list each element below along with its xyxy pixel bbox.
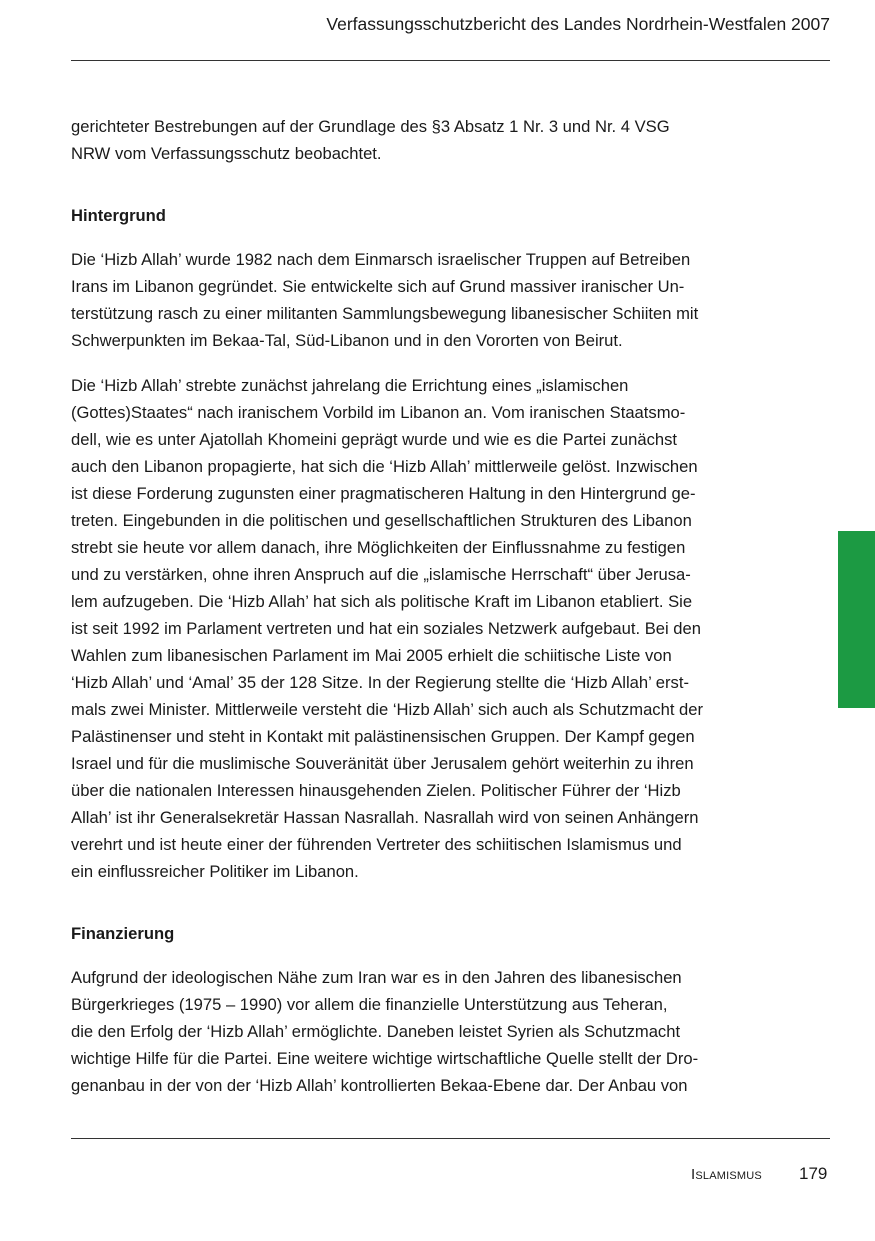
text-line: Die ‘Hizb Allah’ strebte zunächst jahrelang die Errichtung eines „islamischen bbox=[71, 376, 629, 395]
text-line: Die ‘Hizb Allah’ wurde 1982 nach dem Einmarsch israelischer Truppen auf Betreiben bbox=[71, 250, 691, 269]
text-line: dell, wie es unter Ajatollah Khomeini geprägt wurde und wie es die Partei zunächst bbox=[71, 430, 678, 449]
text-line: NRW vom Verfassungsschutz beobachtet. bbox=[71, 144, 382, 163]
page-content bbox=[71, 113, 791, 1099]
text-line: ist diese Forderung zugunsten einer pragmatischeren Haltung in den Hintergrund ge- bbox=[71, 484, 696, 503]
text-line: Irans im Libanon gegründet. Sie entwickelte sich auf Grund massiver iranischer Un- bbox=[71, 277, 685, 296]
text-line: Wahlen zum libanesischen Parlament im Mai 2005 erhielt die schiitische Liste von bbox=[71, 646, 672, 665]
text-line: Palästinenser und steht in Kontakt mit palästinensischen Gruppen. Der Kampf gegen bbox=[71, 727, 695, 746]
text-line: treten. Eingebunden in die politischen und gesellschaftlichen Strukturen des Libanon bbox=[71, 511, 692, 530]
footer-section-label: Islamismus bbox=[691, 1166, 762, 1183]
text-line: ‘Hizb Allah’ und ‘Amal’ 35 der 128 Sitze. In der Regierung stellte die ‘Hizb Allah’ erst- bbox=[71, 673, 689, 692]
text-line: verehrt und ist heute einer der führenden Vertreter des schiitischen Islamismus und bbox=[71, 835, 682, 854]
text-line: Aufgrund der ideologischen Nähe zum Iran war es in den Jahren des libanesischen bbox=[71, 968, 682, 987]
section-heading-hintergrund: Hintergrund bbox=[71, 206, 166, 225]
text-line: Israel und für die muslimische Souveränität über Jerusalem gehört weiterhin zu ihren bbox=[71, 754, 694, 773]
hintergrund-paragraph-1 bbox=[71, 246, 791, 354]
text-line: (Gottes)Staates“ nach iranischem Vorbild im Libanon an. Vom iranischen Staatsmo- bbox=[71, 403, 686, 422]
text-line: gerichteter Bestrebungen auf der Grundlage des §3 Absatz 1 Nr. 3 und Nr. 4 VSG bbox=[71, 117, 670, 136]
text-line: wichtige Hilfe für die Partei. Eine weitere wichtige wirtschaftliche Quelle stellt der Dro- bbox=[71, 1049, 699, 1068]
text-line: genanbau in der von der ‘Hizb Allah’ kontrollierten Bekaa-Ebene dar. Der Anbau von bbox=[71, 1076, 688, 1095]
text-line: ein einflussreicher Politiker im Libanon. bbox=[71, 862, 359, 881]
text-line: Schwerpunkten im Bekaa-Tal, Süd-Libanon und in den Vororten von Beirut. bbox=[71, 331, 623, 350]
footer-rule bbox=[71, 1138, 830, 1139]
finanzierung-paragraph-1 bbox=[71, 964, 791, 1099]
hintergrund-paragraph-2 bbox=[71, 372, 791, 885]
text-line: mals zwei Minister. Mittlerweile versteht die ‘Hizb Allah’ sich auch als Schutzmacht der bbox=[71, 700, 704, 719]
header-rule bbox=[71, 60, 830, 61]
text-line: Bürgerkrieges (1975 – 1990) vor allem die finanzielle Unterstützung aus Teheran, bbox=[71, 995, 668, 1014]
intro-paragraph bbox=[71, 113, 791, 167]
text-line: terstützung rasch zu einer militanten Sammlungsbewegung libanesischer Schiiten mit bbox=[71, 304, 699, 323]
page-number: 179 bbox=[799, 1164, 828, 1183]
text-line: Allah’ ist ihr Generalsekretär Hassan Nasrallah. Nasrallah wird von seinen Anhängern bbox=[71, 808, 699, 827]
text-line: ist seit 1992 im Parlament vertreten und hat ein soziales Netzwerk aufgebaut. Bei den bbox=[71, 619, 701, 638]
text-line: die den Erfolg der ‘Hizb Allah’ ermöglichte. Daneben leistet Syrien als Schutzmacht bbox=[71, 1022, 681, 1041]
section-heading-finanzierung: Finanzierung bbox=[71, 924, 175, 943]
text-line: lem aufzugeben. Die ‘Hizb Allah’ hat sich als politische Kraft im Libanon etabliert. Sie bbox=[71, 592, 693, 611]
text-line: auch den Libanon propagierte, hat sich die ‘Hizb Allah’ mittlerweile gelöst. Inzwischen bbox=[71, 457, 698, 476]
page-header-title: Verfassungsschutzbericht des Landes Nordrhein-Westfalen 2007 bbox=[326, 14, 830, 34]
chapter-side-tab bbox=[838, 531, 875, 708]
text-line: strebt sie heute vor allem danach, ihre Möglichkeiten der Einflussnahme zu festigen bbox=[71, 538, 686, 557]
text-line: über die nationalen Interessen hinausgehenden Zielen. Politischer Führer der ‘Hizb bbox=[71, 781, 681, 800]
text-line: und zu verstärken, ohne ihren Anspruch auf die „islamische Herrschaft“ über Jerusa- bbox=[71, 565, 691, 584]
